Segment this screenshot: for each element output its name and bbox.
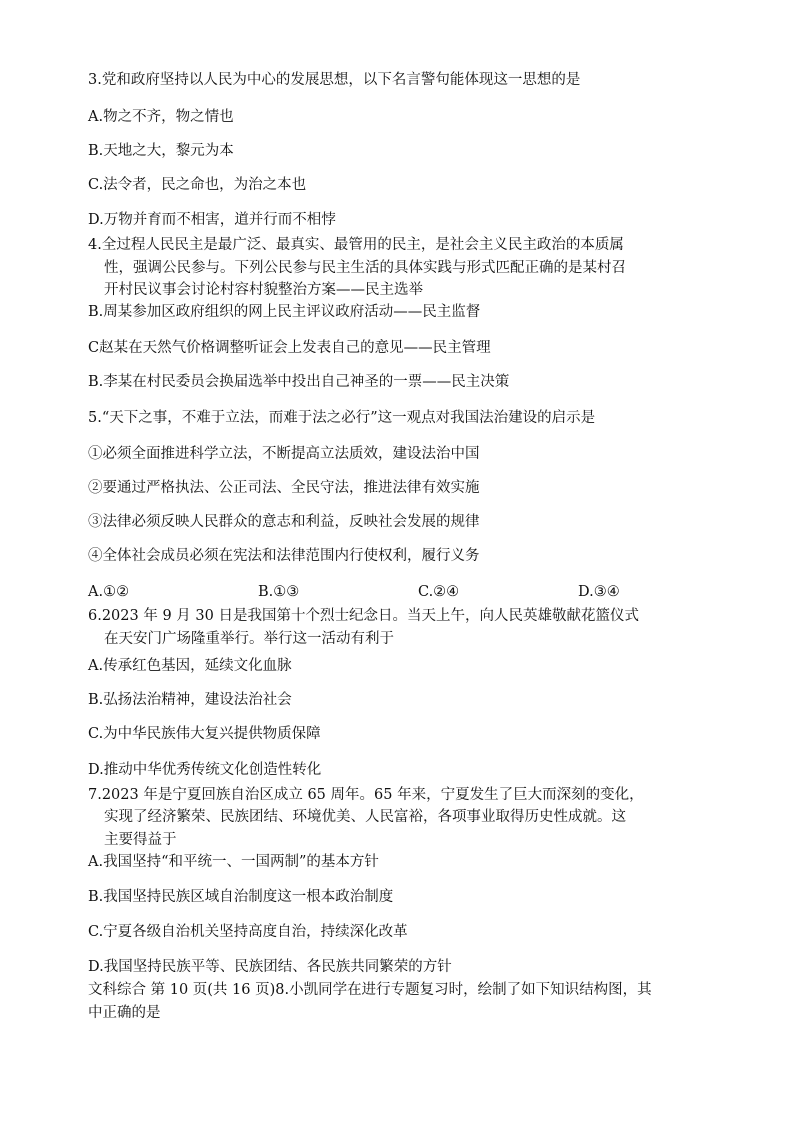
q4-option-d: B.李某在村民委员会换届选举中投出自己神圣的一票——民主决策 <box>88 374 510 390</box>
q7-stem-line3: 主要得益于 <box>104 832 177 848</box>
q7-stem-line2: 实现了经济繁荣、民族团结、环境优美、人民富裕，各项事业取得历史性成就。这 <box>104 809 626 825</box>
q4-option-c: C赵某在天然气价格调整听证会上发表自己的意见——民主管理 <box>88 340 491 356</box>
q6-stem-line1: 6.2023 年 9 月 30 日是我国第十个烈士纪念日。当天上午，向人民英雄敬献花篮仪式 <box>88 608 639 624</box>
q6-option-c: C.为中华民族伟大复兴提供物质保障 <box>88 726 321 742</box>
q5-option-a: A.①② <box>88 584 130 600</box>
page-number-label: 文科综合 第 10 页(共 16 页) <box>88 982 276 998</box>
q5-option-d: D.③④ <box>578 584 620 600</box>
q8-stem-line2: 中正确的是 <box>88 1005 161 1021</box>
q5-option-b: B.①③ <box>258 584 300 600</box>
q6-option-a: A.传承红色基因，延续文化血脉 <box>88 658 292 674</box>
q6-option-d: D.推动中华优秀传统文化创造性转化 <box>88 762 322 778</box>
q5-option-c: C.②④ <box>418 584 460 600</box>
q4-option-b: B.周某参加区政府组织的网上民主评议政府活动——民主监督 <box>88 304 481 320</box>
q4-stem-line1: 4.全过程人民民主是最广泛、最真实、最管用的民主，是社会主义民主政治的本质属 <box>88 237 624 253</box>
q7-option-d: D.我国坚持民族平等、民族团结、各民族共同繁荣的方针 <box>88 959 452 975</box>
q4-stem-line3: 开村民议事会讨论村容村貌整治方案——民主选举 <box>104 282 423 298</box>
q3-option-c: C.法令者，民之命也，为治之本也 <box>88 177 307 193</box>
q3-option-a: A.物之不齐，物之情也 <box>88 109 234 125</box>
q4-stem-line2: 性，强调公民参与。下列公民参与民主生活的具体实践与形式匹配正确的是某村召 <box>104 260 626 276</box>
page-footer-line <box>88 980 652 1000</box>
q7-option-c: C.宁夏各级自治机关坚持高度自治，持续深化改革 <box>88 924 408 940</box>
q7-option-b: B.我国坚持民族区域自治制度这一根本政治制度 <box>88 889 394 905</box>
q5-statement-3: ③法律必须反映人民群众的意志和利益，反映社会发展的规律 <box>88 514 480 530</box>
q7-option-a: A.我国坚持“和平统一、一国两制”的基本方针 <box>88 854 379 870</box>
q6-stem-line2: 在天安门广场隆重举行。举行这一活动有利于 <box>104 631 394 647</box>
q8-stem-line1: 8.小凯同学在进行专题复习时，绘制了如下知识结构图，其 <box>275 982 652 998</box>
q5-stem: 5.“天下之事，不难于立法，而难于法之必行”这一观点对我国法治建设的启示是 <box>88 410 596 426</box>
q3-option-d: D.万物并育而不相害，道并行而不相悖 <box>88 212 336 228</box>
q6-option-b: B.弘扬法治精神，建设法治社会 <box>88 692 292 708</box>
q5-statement-1: ①必须全面推进科学立法，不断提高立法质效，建设法治中国 <box>88 446 480 462</box>
q5-statement-2: ②要通过严格执法、公正司法、全民守法，推进法律有效实施 <box>88 480 480 496</box>
q5-statement-4: ④全体社会成员必须在宪法和法律范围内行使权利，履行义务 <box>88 548 480 564</box>
q3-option-b: B.天地之大，黎元为本 <box>88 143 234 159</box>
q7-stem-line1: 7.2023 年是宁夏回族自治区成立 65 周年。65 年来，宁夏发生了巨大而深刻的变化， <box>88 787 644 803</box>
q3-stem: 3.党和政府坚持以人民为中心的发展思想，以下名言警句能体现这一思想的是 <box>88 72 581 88</box>
